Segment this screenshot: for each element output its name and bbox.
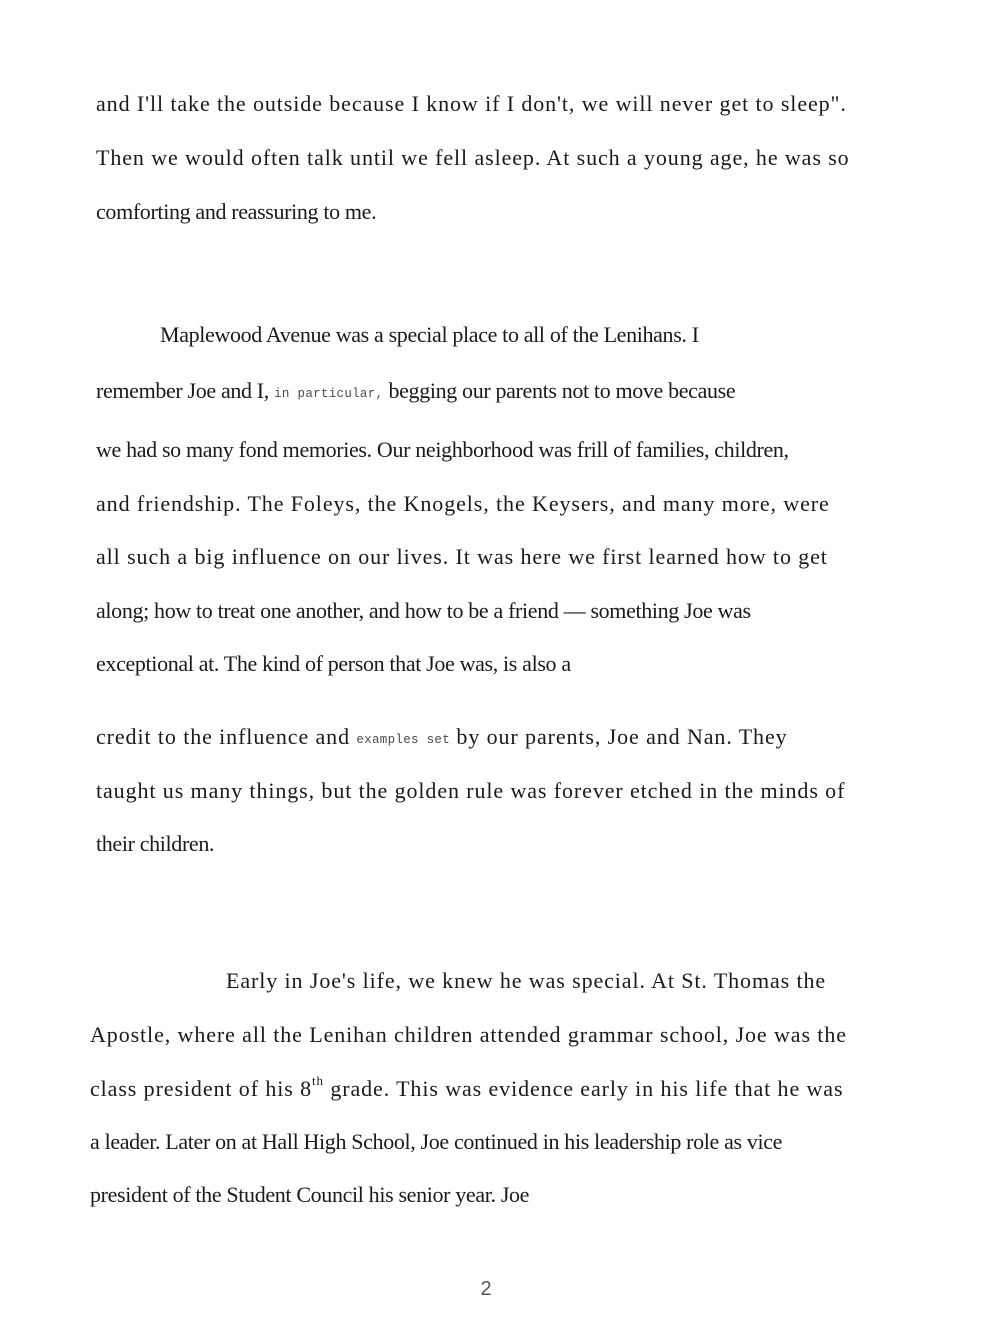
text-segment: by our parents, Joe and Nan. They xyxy=(456,724,788,749)
ordinal-superscript: th xyxy=(312,1072,324,1088)
text-line: a leader. Later on at Hall High School, Joe continued in his leadership role as vice xyxy=(90,1129,783,1154)
text-line: Maplewood Avenue was a special place to all of the Lenihans. I xyxy=(160,322,699,347)
text-line: Early in Joe's life, we knew he was special. At St. Thomas the xyxy=(226,968,827,993)
text-line: taught us many things, but the golden rule was forever etched in the minds of xyxy=(96,778,846,803)
text-segment: grade. This was evidence early in his life that he was xyxy=(323,1076,844,1101)
text-line: and I'll take the outside because I know if I don't, we will never get to sleep". xyxy=(96,91,847,116)
page-number: 2 xyxy=(480,1278,492,1300)
text-line: exceptional at. The kind of person that Joe was, is also a xyxy=(96,651,571,676)
text-line xyxy=(96,724,788,753)
text-line: Apostle, where all the Lenihan children attended grammar school, Joe was the xyxy=(90,1022,847,1047)
inserted-note: examples set xyxy=(356,733,451,747)
text-segment: class president of his 8 xyxy=(90,1076,313,1101)
text-line: along; how to treat one another, and how to be a friend — something Joe was xyxy=(96,598,751,623)
text-line: president of the Student Council his senior year. Joe xyxy=(90,1182,530,1207)
text-line: their children. xyxy=(96,831,215,856)
text-line: and friendship. The Foleys, the Knogels, the Keysers, and many more, were xyxy=(96,491,830,516)
text-line xyxy=(90,1072,844,1102)
text-segment: begging our parents not to move because xyxy=(388,378,736,403)
text-line: we had so many fond memories. Our neighborhood was frill of families, children, xyxy=(96,437,789,462)
text-line xyxy=(96,378,735,407)
inserted-note: in particular, xyxy=(274,387,384,401)
text-segment: credit to the influence and xyxy=(96,724,350,749)
text-line: Then we would often talk until we fell asleep. At such a young age, he was so xyxy=(96,145,850,170)
text-line: all such a big influence on our lives. It was here we first learned how to get xyxy=(96,544,828,569)
text-segment: remember Joe and I, xyxy=(96,378,269,403)
text-line: comforting and reassuring to me. xyxy=(96,199,377,224)
